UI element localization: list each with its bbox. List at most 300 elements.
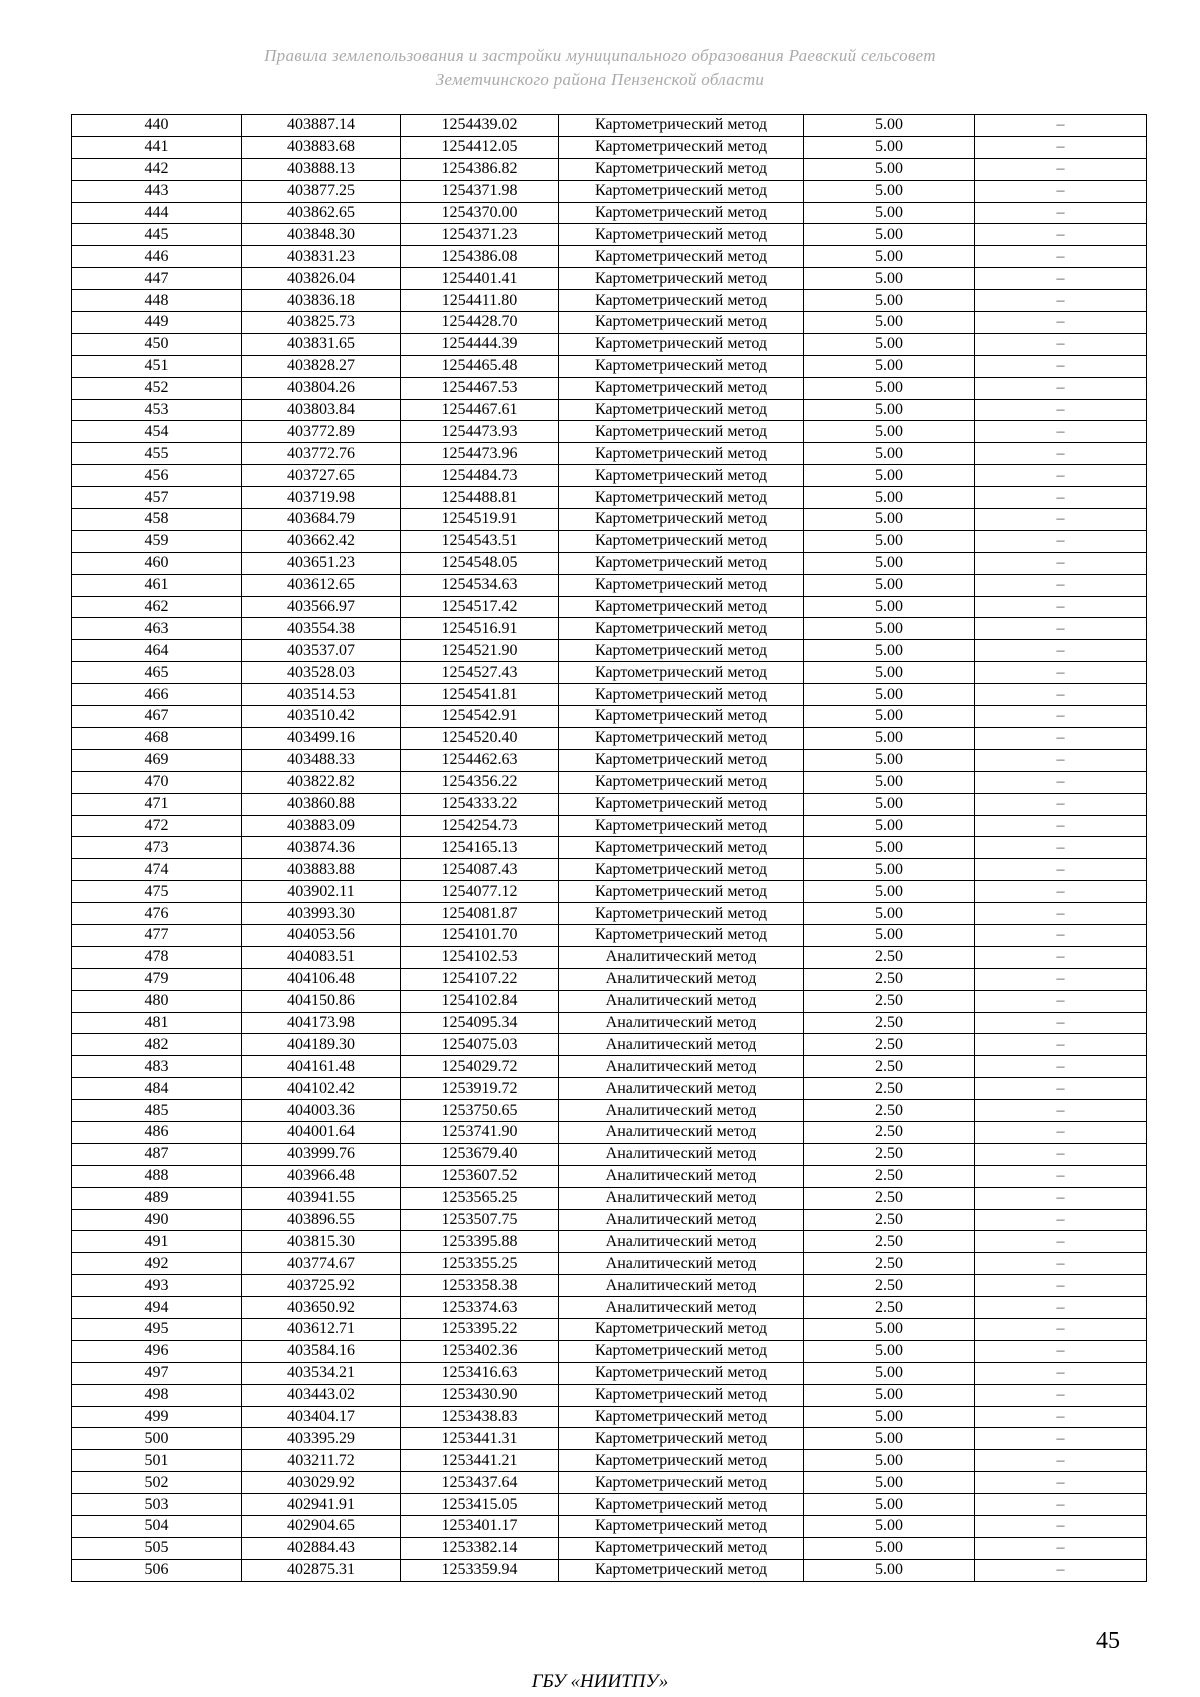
table-row: [72, 1516, 1147, 1538]
table-row: [72, 662, 1147, 684]
note-cell: –: [975, 202, 1147, 224]
accuracy-cell: 5.00: [804, 596, 975, 618]
method-cell: Картометрический метод: [559, 706, 804, 728]
x-coordinate-cell: 403566.97: [242, 596, 401, 618]
y-coordinate-cell: 1254102.53: [401, 946, 559, 968]
point-number-cell: 496: [72, 1340, 242, 1362]
note-cell: –: [975, 749, 1147, 771]
note-cell: –: [975, 881, 1147, 903]
point-number-cell: 461: [72, 574, 242, 596]
accuracy-cell: 5.00: [804, 115, 975, 137]
point-number-cell: 468: [72, 727, 242, 749]
method-cell: Картометрический метод: [559, 333, 804, 355]
x-coordinate-cell: 403877.25: [242, 180, 401, 202]
y-coordinate-cell: 1254548.05: [401, 552, 559, 574]
method-cell: Картометрический метод: [559, 1318, 804, 1340]
accuracy-cell: 5.00: [804, 1428, 975, 1450]
y-coordinate-cell: 1253402.36: [401, 1340, 559, 1362]
x-coordinate-cell: 404189.30: [242, 1034, 401, 1056]
table-row: [72, 1143, 1147, 1165]
x-coordinate-cell: 403029.92: [242, 1472, 401, 1494]
point-number-cell: 453: [72, 399, 242, 421]
point-number-cell: 441: [72, 136, 242, 158]
note-cell: –: [975, 1494, 1147, 1516]
method-cell: Картометрический метод: [559, 246, 804, 268]
x-coordinate-cell: 403650.92: [242, 1297, 401, 1319]
x-coordinate-cell: 403831.23: [242, 246, 401, 268]
y-coordinate-cell: 1254102.84: [401, 990, 559, 1012]
accuracy-cell: 5.00: [804, 574, 975, 596]
method-cell: Картометрический метод: [559, 224, 804, 246]
note-cell: –: [975, 793, 1147, 815]
method-cell: Картометрический метод: [559, 158, 804, 180]
table-row: [72, 903, 1147, 925]
method-cell: Картометрический метод: [559, 574, 804, 596]
point-number-cell: 500: [72, 1428, 242, 1450]
y-coordinate-cell: 1254254.73: [401, 815, 559, 837]
note-cell: –: [975, 1012, 1147, 1034]
y-coordinate-cell: 1254333.22: [401, 793, 559, 815]
point-number-cell: 472: [72, 815, 242, 837]
footer-organization: ГБУ «НИИТПУ»: [531, 1671, 669, 1692]
note-cell: –: [975, 727, 1147, 749]
accuracy-cell: 5.00: [804, 224, 975, 246]
accuracy-cell: 5.00: [804, 662, 975, 684]
table-row: [72, 312, 1147, 334]
y-coordinate-cell: 1254527.43: [401, 662, 559, 684]
y-coordinate-cell: 1253430.90: [401, 1384, 559, 1406]
point-number-cell: 456: [72, 465, 242, 487]
method-cell: Картометрический метод: [559, 793, 804, 815]
point-number-cell: 480: [72, 990, 242, 1012]
accuracy-cell: 2.50: [804, 946, 975, 968]
accuracy-cell: 5.00: [804, 684, 975, 706]
point-number-cell: 450: [72, 333, 242, 355]
accuracy-cell: 5.00: [804, 421, 975, 443]
point-number-cell: 471: [72, 793, 242, 815]
table-row: [72, 487, 1147, 509]
x-coordinate-cell: 403395.29: [242, 1428, 401, 1450]
table-row: [72, 1056, 1147, 1078]
y-coordinate-cell: 1254467.61: [401, 399, 559, 421]
x-coordinate-cell: 403514.53: [242, 684, 401, 706]
point-number-cell: 442: [72, 158, 242, 180]
note-cell: –: [975, 1275, 1147, 1297]
accuracy-cell: 2.50: [804, 1121, 975, 1143]
accuracy-cell: 5.00: [804, 837, 975, 859]
table-row: [72, 859, 1147, 881]
note-cell: –: [975, 968, 1147, 990]
point-number-cell: 469: [72, 749, 242, 771]
note-cell: –: [975, 924, 1147, 946]
y-coordinate-cell: 1253359.94: [401, 1559, 559, 1581]
point-number-cell: 505: [72, 1537, 242, 1559]
x-coordinate-cell: 403883.88: [242, 859, 401, 881]
x-coordinate-cell: 404106.48: [242, 968, 401, 990]
point-number-cell: 499: [72, 1406, 242, 1428]
table-row: [72, 552, 1147, 574]
method-cell: Картометрический метод: [559, 509, 804, 531]
x-coordinate-cell: 403887.14: [242, 115, 401, 137]
note-cell: –: [975, 312, 1147, 334]
table-row: [72, 268, 1147, 290]
method-cell: Аналитический метод: [559, 1012, 804, 1034]
note-cell: –: [975, 859, 1147, 881]
x-coordinate-cell: 403537.07: [242, 640, 401, 662]
y-coordinate-cell: 1254101.70: [401, 924, 559, 946]
note-cell: –: [975, 136, 1147, 158]
point-number-cell: 458: [72, 509, 242, 531]
accuracy-cell: 2.50: [804, 1297, 975, 1319]
accuracy-cell: 5.00: [804, 202, 975, 224]
method-cell: Картометрический метод: [559, 771, 804, 793]
method-cell: Картометрический метод: [559, 1516, 804, 1538]
x-coordinate-cell: 404003.36: [242, 1100, 401, 1122]
note-cell: –: [975, 1253, 1147, 1275]
note-cell: –: [975, 946, 1147, 968]
point-number-cell: 466: [72, 684, 242, 706]
x-coordinate-cell: 403966.48: [242, 1165, 401, 1187]
table-row: [72, 136, 1147, 158]
point-number-cell: 504: [72, 1516, 242, 1538]
y-coordinate-cell: 1254465.48: [401, 355, 559, 377]
y-coordinate-cell: 1253438.83: [401, 1406, 559, 1428]
accuracy-cell: 5.00: [804, 268, 975, 290]
y-coordinate-cell: 1254356.22: [401, 771, 559, 793]
table-row: [72, 290, 1147, 312]
point-number-cell: 488: [72, 1165, 242, 1187]
accuracy-cell: 5.00: [804, 618, 975, 640]
point-number-cell: 490: [72, 1209, 242, 1231]
y-coordinate-cell: 1254371.23: [401, 224, 559, 246]
method-cell: Картометрический метод: [559, 1384, 804, 1406]
method-cell: Аналитический метод: [559, 1034, 804, 1056]
table-row: [72, 1406, 1147, 1428]
accuracy-cell: 2.50: [804, 1253, 975, 1275]
note-cell: –: [975, 662, 1147, 684]
table-row: [72, 1494, 1147, 1516]
x-coordinate-cell: 403499.16: [242, 727, 401, 749]
note-cell: –: [975, 1121, 1147, 1143]
table-row: [72, 1362, 1147, 1384]
point-number-cell: 457: [72, 487, 242, 509]
x-coordinate-cell: 403772.76: [242, 443, 401, 465]
method-cell: Картометрический метод: [559, 399, 804, 421]
point-number-cell: 463: [72, 618, 242, 640]
accuracy-cell: 5.00: [804, 312, 975, 334]
method-cell: Картометрический метод: [559, 1450, 804, 1472]
note-cell: –: [975, 1034, 1147, 1056]
running-header: [0, 44, 1200, 92]
note-cell: –: [975, 1406, 1147, 1428]
x-coordinate-cell: 403888.13: [242, 158, 401, 180]
x-coordinate-cell: 404001.64: [242, 1121, 401, 1143]
accuracy-cell: 5.00: [804, 465, 975, 487]
y-coordinate-cell: 1254473.93: [401, 421, 559, 443]
x-coordinate-cell: 403443.02: [242, 1384, 401, 1406]
point-number-cell: 477: [72, 924, 242, 946]
table-row: [72, 1428, 1147, 1450]
accuracy-cell: 5.00: [804, 552, 975, 574]
accuracy-cell: 5.00: [804, 1340, 975, 1362]
accuracy-cell: 5.00: [804, 1406, 975, 1428]
method-cell: Картометрический метод: [559, 1472, 804, 1494]
x-coordinate-cell: 403848.30: [242, 224, 401, 246]
accuracy-cell: 5.00: [804, 246, 975, 268]
y-coordinate-cell: 1254401.41: [401, 268, 559, 290]
note-cell: –: [975, 990, 1147, 1012]
x-coordinate-cell: 403584.16: [242, 1340, 401, 1362]
accuracy-cell: 5.00: [804, 640, 975, 662]
note-cell: –: [975, 1297, 1147, 1319]
table-row: [72, 421, 1147, 443]
x-coordinate-cell: 403862.65: [242, 202, 401, 224]
table-row: [72, 1012, 1147, 1034]
table-row: [72, 1165, 1147, 1187]
table-row: [72, 1318, 1147, 1340]
y-coordinate-cell: 1253374.63: [401, 1297, 559, 1319]
accuracy-cell: 5.00: [804, 399, 975, 421]
x-coordinate-cell: 402904.65: [242, 1516, 401, 1538]
y-coordinate-cell: 1254520.40: [401, 727, 559, 749]
note-cell: –: [975, 333, 1147, 355]
x-coordinate-cell: 403993.30: [242, 903, 401, 925]
y-coordinate-cell: 1254467.53: [401, 377, 559, 399]
table-row: [72, 837, 1147, 859]
note-cell: –: [975, 246, 1147, 268]
x-coordinate-cell: 403488.33: [242, 749, 401, 771]
x-coordinate-cell: 403651.23: [242, 552, 401, 574]
note-cell: –: [975, 1340, 1147, 1362]
y-coordinate-cell: 1254077.12: [401, 881, 559, 903]
x-coordinate-cell: 403896.55: [242, 1209, 401, 1231]
method-cell: Аналитический метод: [559, 1231, 804, 1253]
note-cell: –: [975, 640, 1147, 662]
note-cell: –: [975, 1384, 1147, 1406]
method-cell: Картометрический метод: [559, 290, 804, 312]
note-cell: –: [975, 1143, 1147, 1165]
table-row: [72, 1559, 1147, 1581]
table-row: [72, 640, 1147, 662]
table-row: [72, 333, 1147, 355]
accuracy-cell: 2.50: [804, 1209, 975, 1231]
method-cell: Картометрический метод: [559, 202, 804, 224]
x-coordinate-cell: 403727.65: [242, 465, 401, 487]
accuracy-cell: 2.50: [804, 1056, 975, 1078]
y-coordinate-cell: 1253401.17: [401, 1516, 559, 1538]
x-coordinate-cell: 403836.18: [242, 290, 401, 312]
point-number-cell: 474: [72, 859, 242, 881]
table-row: [72, 377, 1147, 399]
note-cell: –: [975, 377, 1147, 399]
table-row: [72, 355, 1147, 377]
y-coordinate-cell: 1254484.73: [401, 465, 559, 487]
accuracy-cell: 5.00: [804, 1362, 975, 1384]
method-cell: Картометрический метод: [559, 377, 804, 399]
note-cell: –: [975, 1056, 1147, 1078]
table-row: [72, 1340, 1147, 1362]
accuracy-cell: 5.00: [804, 509, 975, 531]
accuracy-cell: 5.00: [804, 333, 975, 355]
table-row: [72, 443, 1147, 465]
note-cell: –: [975, 552, 1147, 574]
table-row: [72, 1187, 1147, 1209]
y-coordinate-cell: 1254075.03: [401, 1034, 559, 1056]
y-coordinate-cell: 1253750.65: [401, 1100, 559, 1122]
method-cell: Картометрический метод: [559, 881, 804, 903]
x-coordinate-cell: 403825.73: [242, 312, 401, 334]
table-row: [72, 924, 1147, 946]
point-number-cell: 498: [72, 1384, 242, 1406]
y-coordinate-cell: 1254411.80: [401, 290, 559, 312]
y-coordinate-cell: 1254428.70: [401, 312, 559, 334]
table-row: [72, 158, 1147, 180]
table-row: [72, 224, 1147, 246]
method-cell: Картометрический метод: [559, 662, 804, 684]
note-cell: –: [975, 771, 1147, 793]
x-coordinate-cell: 403815.30: [242, 1231, 401, 1253]
x-coordinate-cell: 403883.09: [242, 815, 401, 837]
table-row: [72, 1450, 1147, 1472]
point-number-cell: 452: [72, 377, 242, 399]
table-row: [72, 574, 1147, 596]
method-cell: Картометрический метод: [559, 1537, 804, 1559]
note-cell: –: [975, 1537, 1147, 1559]
x-coordinate-cell: 403826.04: [242, 268, 401, 290]
y-coordinate-cell: 1254462.63: [401, 749, 559, 771]
table-row: [72, 115, 1147, 137]
table-row: [72, 881, 1147, 903]
accuracy-cell: 5.00: [804, 487, 975, 509]
note-cell: –: [975, 684, 1147, 706]
x-coordinate-cell: 404102.42: [242, 1078, 401, 1100]
table-row: [72, 530, 1147, 552]
table-row: [72, 771, 1147, 793]
accuracy-cell: 2.50: [804, 990, 975, 1012]
accuracy-cell: 2.50: [804, 1275, 975, 1297]
y-coordinate-cell: 1254488.81: [401, 487, 559, 509]
method-cell: Аналитический метод: [559, 1165, 804, 1187]
y-coordinate-cell: 1253437.64: [401, 1472, 559, 1494]
table-row: [72, 509, 1147, 531]
x-coordinate-cell: 403803.84: [242, 399, 401, 421]
accuracy-cell: 5.00: [804, 1384, 975, 1406]
point-number-cell: 489: [72, 1187, 242, 1209]
method-cell: Аналитический метод: [559, 1187, 804, 1209]
point-number-cell: 475: [72, 881, 242, 903]
note-cell: –: [975, 1362, 1147, 1384]
y-coordinate-cell: 1253382.14: [401, 1537, 559, 1559]
table-row: [72, 465, 1147, 487]
y-coordinate-cell: 1254542.91: [401, 706, 559, 728]
x-coordinate-cell: 403612.65: [242, 574, 401, 596]
y-coordinate-cell: 1254370.00: [401, 202, 559, 224]
method-cell: Аналитический метод: [559, 946, 804, 968]
point-number-cell: 484: [72, 1078, 242, 1100]
table-row: [72, 399, 1147, 421]
accuracy-cell: 5.00: [804, 881, 975, 903]
x-coordinate-cell: 403831.65: [242, 333, 401, 355]
note-cell: –: [975, 1516, 1147, 1538]
point-number-cell: 465: [72, 662, 242, 684]
y-coordinate-cell: 1253441.21: [401, 1450, 559, 1472]
accuracy-cell: 2.50: [804, 1100, 975, 1122]
note-cell: –: [975, 158, 1147, 180]
y-coordinate-cell: 1253355.25: [401, 1253, 559, 1275]
y-coordinate-cell: 1254519.91: [401, 509, 559, 531]
y-coordinate-cell: 1254521.90: [401, 640, 559, 662]
x-coordinate-cell: 403941.55: [242, 1187, 401, 1209]
point-number-cell: 448: [72, 290, 242, 312]
note-cell: –: [975, 1165, 1147, 1187]
point-number-cell: 443: [72, 180, 242, 202]
point-number-cell: 454: [72, 421, 242, 443]
table-row: [72, 946, 1147, 968]
point-number-cell: 503: [72, 1494, 242, 1516]
point-number-cell: 506: [72, 1559, 242, 1581]
table-row: [72, 1537, 1147, 1559]
y-coordinate-cell: 1254541.81: [401, 684, 559, 706]
method-cell: Аналитический метод: [559, 1143, 804, 1165]
note-cell: –: [975, 596, 1147, 618]
y-coordinate-cell: 1254386.08: [401, 246, 559, 268]
x-coordinate-cell: 403999.76: [242, 1143, 401, 1165]
table-row: [72, 793, 1147, 815]
method-cell: Аналитический метод: [559, 1100, 804, 1122]
x-coordinate-cell: 404150.86: [242, 990, 401, 1012]
method-cell: Картометрический метод: [559, 596, 804, 618]
method-cell: Аналитический метод: [559, 1297, 804, 1319]
method-cell: Аналитический метод: [559, 990, 804, 1012]
x-coordinate-cell: 403822.82: [242, 771, 401, 793]
accuracy-cell: 5.00: [804, 771, 975, 793]
accuracy-cell: 5.00: [804, 377, 975, 399]
y-coordinate-cell: 1253919.72: [401, 1078, 559, 1100]
accuracy-cell: 2.50: [804, 1187, 975, 1209]
method-cell: Картометрический метод: [559, 530, 804, 552]
y-coordinate-cell: 1253741.90: [401, 1121, 559, 1143]
page-number: 45: [1096, 1628, 1120, 1654]
y-coordinate-cell: 1254543.51: [401, 530, 559, 552]
note-cell: –: [975, 224, 1147, 246]
accuracy-cell: 5.00: [804, 290, 975, 312]
table-row: [72, 815, 1147, 837]
method-cell: Аналитический метод: [559, 1056, 804, 1078]
method-cell: Картометрический метод: [559, 115, 804, 137]
accuracy-cell: 5.00: [804, 158, 975, 180]
method-cell: Картометрический метод: [559, 815, 804, 837]
table-row: [72, 749, 1147, 771]
table-row: [72, 1472, 1147, 1494]
y-coordinate-cell: 1254534.63: [401, 574, 559, 596]
note-cell: –: [975, 1559, 1147, 1581]
note-cell: –: [975, 1231, 1147, 1253]
table-row: [72, 1253, 1147, 1275]
table-row: [72, 596, 1147, 618]
method-cell: Картометрический метод: [559, 1362, 804, 1384]
accuracy-cell: 5.00: [804, 1559, 975, 1581]
point-number-cell: 470: [72, 771, 242, 793]
method-cell: Картометрический метод: [559, 640, 804, 662]
x-coordinate-cell: 403528.03: [242, 662, 401, 684]
note-cell: –: [975, 1209, 1147, 1231]
note-cell: –: [975, 180, 1147, 202]
note-cell: –: [975, 487, 1147, 509]
x-coordinate-cell: 404083.51: [242, 946, 401, 968]
note-cell: –: [975, 443, 1147, 465]
table-row: [72, 684, 1147, 706]
note-cell: –: [975, 837, 1147, 859]
